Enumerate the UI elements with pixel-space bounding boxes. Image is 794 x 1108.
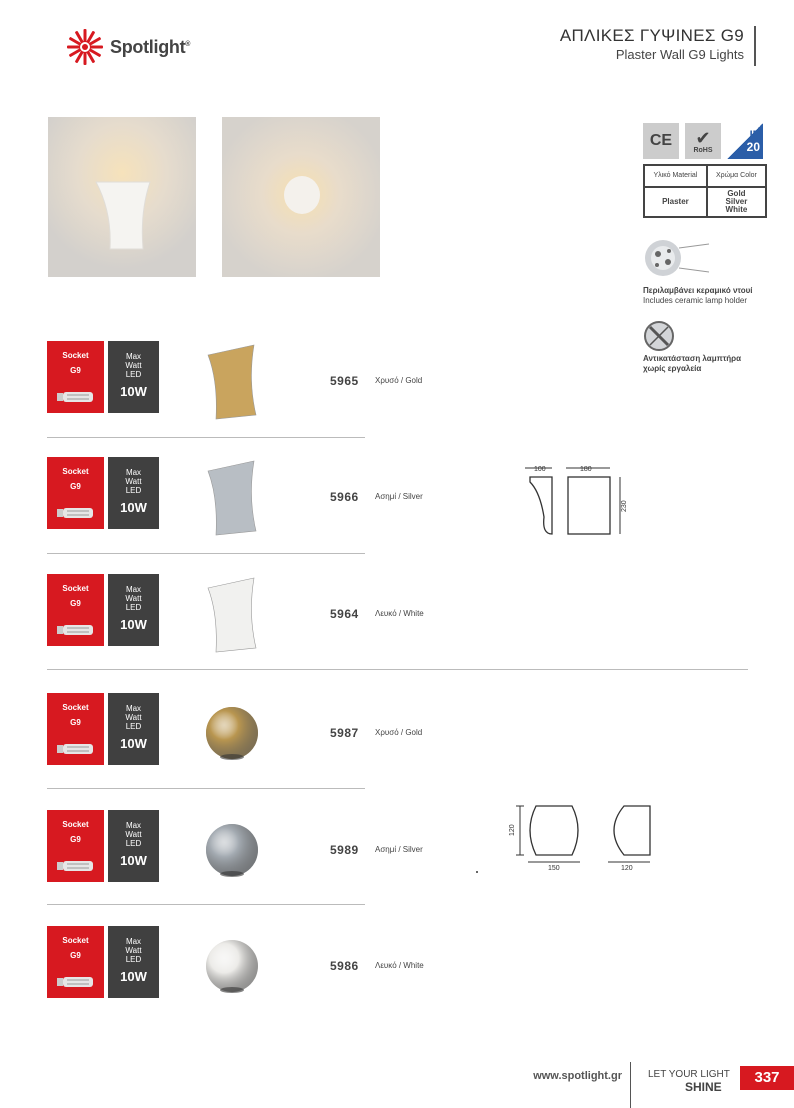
footer-divider xyxy=(630,1062,631,1108)
website-link[interactable]: www.spotlight.gr xyxy=(533,1070,622,1082)
page-title-block xyxy=(560,26,756,66)
certification-badges xyxy=(643,123,763,159)
checkmark-icon: ✔ xyxy=(695,127,711,148)
product-thumbnail xyxy=(202,810,262,895)
no-tools-icon xyxy=(643,320,675,352)
page-title-greek: ΑΠΛΙΚΕΣ ΓΥΨΙΝΕΣ G9 xyxy=(559,26,744,45)
brand-logo xyxy=(66,28,190,66)
max-watt-badge: Max Watt LED 10W xyxy=(108,574,159,646)
product-code: 5989 xyxy=(330,843,359,857)
stray-dot xyxy=(476,871,478,873)
socket-badge: Socket G9 xyxy=(47,693,104,765)
product-color: Ασημί / Silver xyxy=(375,492,423,501)
brand-name: Spotlight® xyxy=(110,36,191,57)
dim-sphere-depth-label: 120 xyxy=(621,865,633,872)
product-row xyxy=(47,926,424,1043)
g9-bulb-icon xyxy=(57,743,95,755)
max-watt-badge: Max Watt LED 10W xyxy=(108,810,159,882)
color-values: Gold Silver White xyxy=(707,187,766,217)
page-title-english: Plaster Wall G9 Lights xyxy=(615,47,744,62)
product-row xyxy=(47,693,423,810)
product-color: Χρυσό / Gold xyxy=(375,728,423,737)
product-row xyxy=(47,810,423,927)
max-watt-badge: Max Watt LED 10W xyxy=(108,693,159,765)
max-watt-badge: Max Watt LED 10W xyxy=(108,341,159,413)
product-thumbnail xyxy=(202,693,262,778)
product-color: Λευκό / White xyxy=(375,609,424,618)
spotlight-star-icon xyxy=(66,28,104,66)
product-row xyxy=(47,457,423,574)
material-header: Υλικό Material xyxy=(644,165,707,187)
product-code: 5987 xyxy=(330,726,359,740)
section-divider xyxy=(47,669,748,670)
product-thumbnail xyxy=(202,574,262,659)
g9-bulb-icon xyxy=(57,507,95,519)
row-divider xyxy=(47,788,365,789)
g9-bulb-icon xyxy=(57,976,95,988)
g9-bulb-icon xyxy=(57,391,95,403)
dim-sphere-width-label: 150 xyxy=(548,865,560,872)
tool-free-note: Αντικατάσταση λαμπτήρα χωρίς εργαλεία xyxy=(643,354,742,373)
product-code: 5964 xyxy=(330,607,359,621)
product-thumbnail xyxy=(202,341,262,426)
socket-badge: Socket G9 xyxy=(47,926,104,998)
dimension-drawing-wedge xyxy=(522,462,632,542)
product-row xyxy=(47,574,424,691)
dim-depth-label: 100 xyxy=(534,466,546,473)
dimension-drawing-sphere xyxy=(500,800,670,878)
g9-bulb-icon xyxy=(57,624,95,636)
dim-height-label: 230 xyxy=(621,500,628,512)
product-color: Ασημί / Silver xyxy=(375,845,423,854)
product-thumbnail xyxy=(202,926,262,1011)
socket-badge: Socket G9 xyxy=(47,810,104,882)
product-row xyxy=(47,341,423,458)
material-value: Plaster xyxy=(644,187,707,217)
socket-badge: Socket G9 xyxy=(47,341,104,413)
product-photo-sphere xyxy=(222,117,380,277)
max-watt-badge: Max Watt LED 10W xyxy=(108,457,159,529)
row-divider xyxy=(47,553,365,554)
row-divider xyxy=(47,437,365,438)
material-color-table xyxy=(643,164,767,218)
dim-sphere-height-label: 120 xyxy=(509,824,516,836)
rohs-badge: ✔ RoHS xyxy=(685,123,721,159)
ceramic-lamp-holder-icon xyxy=(643,236,713,280)
product-thumbnail xyxy=(202,457,262,542)
g9-bulb-icon xyxy=(57,860,95,872)
color-header: Χρώμα Color xyxy=(707,165,766,187)
page-footer xyxy=(0,1062,794,1108)
max-watt-badge: Max Watt LED 10W xyxy=(108,926,159,998)
product-color: Λευκό / White xyxy=(375,961,424,970)
product-color: Χρυσό / Gold xyxy=(375,376,423,385)
tagline-line2: SHINE xyxy=(685,1080,722,1094)
product-code: 5986 xyxy=(330,959,359,973)
row-divider xyxy=(47,904,365,905)
ce-mark-icon: CE xyxy=(643,123,679,159)
ip-rating-badge: IP 20 xyxy=(727,123,763,159)
tagline-line1: LET YOUR LIGHT xyxy=(648,1069,730,1080)
product-code: 5965 xyxy=(330,374,359,388)
page-number: 337 xyxy=(740,1066,794,1090)
product-photo-wedge xyxy=(48,117,196,277)
product-code: 5966 xyxy=(330,490,359,504)
socket-badge: Socket G9 xyxy=(47,574,104,646)
lamp-holder-note: Περιλαμβάνει κεραμικό ντουί Includes ceramic lamp holder xyxy=(643,286,753,305)
dim-width-label: 180 xyxy=(580,466,592,473)
socket-badge: Socket G9 xyxy=(47,457,104,529)
